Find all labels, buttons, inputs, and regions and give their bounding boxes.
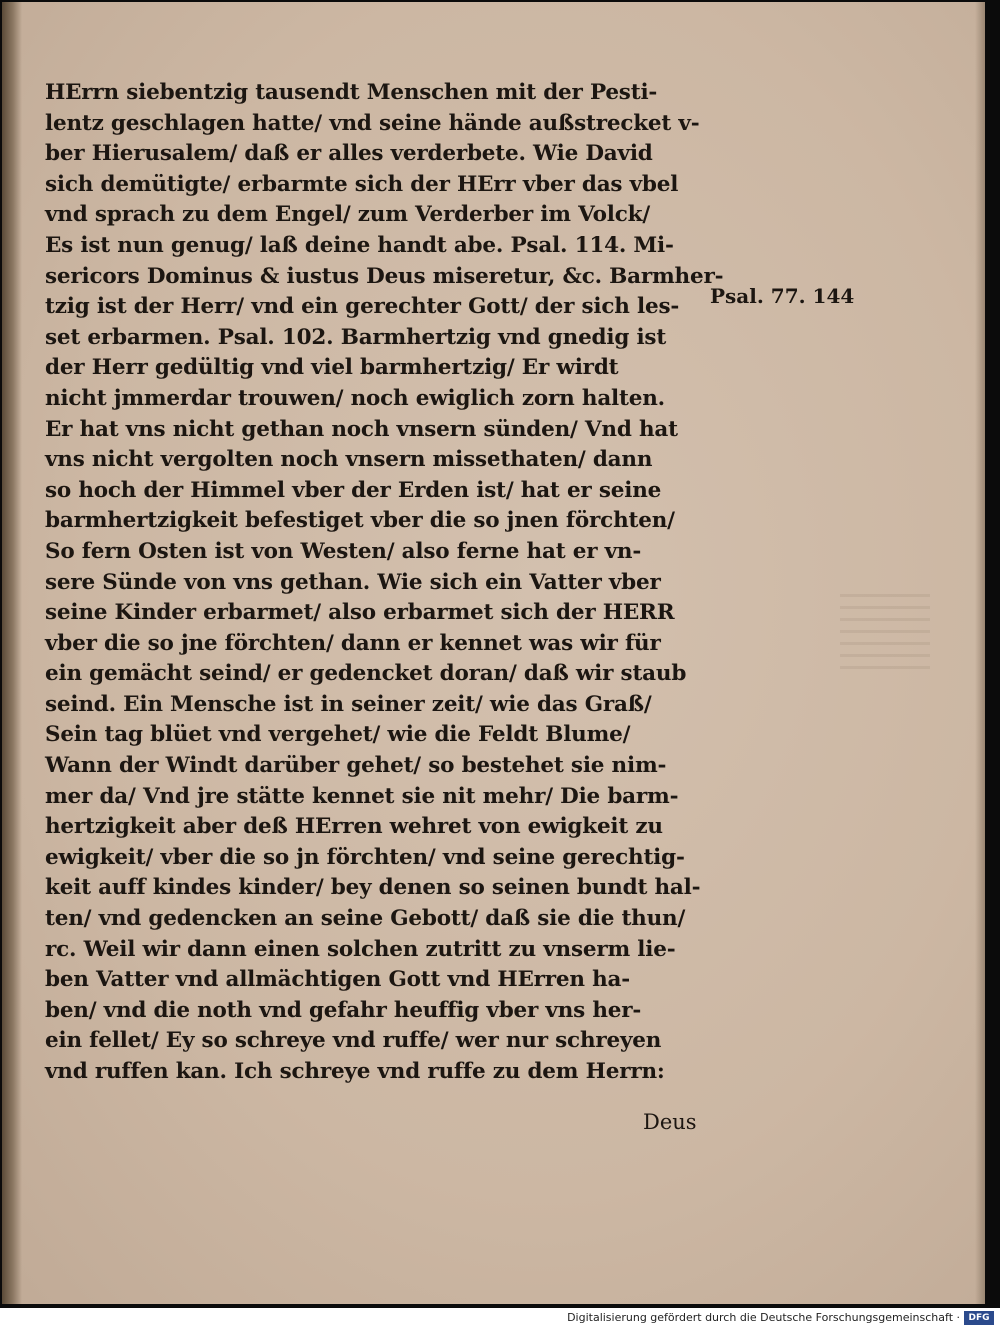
text-line: vnd sprach zu dem Engel/ zum Verderber im Volck/ bbox=[45, 202, 650, 228]
text-line: ein fellet/ Ey so schreye vnd ruffe/ wer nur schreyen bbox=[45, 1028, 662, 1054]
footer-bar bbox=[0, 1308, 1000, 1328]
funding-notice: Digitalisierung gefördert durch die Deutsche Forschungsgemeinschaft · bbox=[567, 1311, 960, 1324]
text-line: Sein tag blüet vnd vergehet/ wie die Feldt Blume/ bbox=[45, 722, 631, 748]
text-line: sericors Dominus & iustus Deus miseretur, &c. Barmher- bbox=[45, 263, 724, 289]
book-page bbox=[2, 2, 985, 1304]
text-line: vber die so jne förchten/ dann er kennet was wir für bbox=[45, 630, 661, 656]
text-line: ben/ vnd die noth vnd gefahr heuffig vber vns her- bbox=[45, 997, 642, 1023]
text-line: tzig ist der Herr/ vnd ein gerechter Gott/ der sich les- bbox=[45, 294, 680, 320]
binding-shadow bbox=[2, 2, 22, 1304]
marginal-note: Psal. 77. 144 bbox=[710, 284, 855, 308]
text-line: barmhertzigkeit befestiget vber die so jnen förchten/ bbox=[45, 508, 675, 534]
text-line: lentz geschlagen hatte/ vnd seine hände außstrecket v- bbox=[45, 110, 700, 136]
text-line: set erbarmen. Psal. 102. Barmhertzig vnd gnedig ist bbox=[45, 324, 667, 350]
dfg-logo-icon: DFG bbox=[964, 1311, 994, 1325]
text-line: So fern Osten ist von Westen/ also ferne hat er vn- bbox=[45, 538, 642, 564]
text-line: seind. Ein Mensche ist in seiner zeit/ wie das Graß/ bbox=[45, 691, 652, 717]
page-edge-shadow bbox=[975, 2, 985, 1304]
text-line: der Herr gedültig vnd viel barmhertzig/ Er wirdt bbox=[45, 355, 619, 381]
text-line: sere Sünde von vns gethan. Wie sich ein Vatter vber bbox=[45, 569, 661, 595]
text-line: vnd ruffen kan. Ich schreye vnd ruffe zu dem Herrn: bbox=[45, 1059, 665, 1084]
text-line: Wann der Windt darüber gehet/ so bestehet sie nim- bbox=[45, 753, 667, 779]
show-through-bleed bbox=[840, 594, 930, 674]
text-line: sich demütigte/ erbarmte sich der HErr vber das vbel bbox=[45, 171, 679, 197]
text-line: Es ist nun genug/ laß deine handt abe. Psal. 114. Mi- bbox=[45, 232, 674, 258]
text-line: keit auff kindes kinder/ bey denen so seinen bundt hal- bbox=[45, 875, 701, 901]
body-text bbox=[45, 78, 724, 1088]
text-line: ein gemächt seind/ er gedencket doran/ daß wir staub bbox=[45, 661, 687, 687]
text-line: rc. Weil wir dann einen solchen zutritt zu vnserm lie- bbox=[45, 936, 676, 962]
text-line: seine Kinder erbarmet/ also erbarmet sich der HERR bbox=[45, 600, 675, 626]
text-line: vns nicht vergolten noch vnsern missethaten/ dann bbox=[45, 447, 653, 473]
catchword: Deus bbox=[643, 1110, 697, 1134]
text-line: hertzigkeit aber deß HErren wehret von ewigkeit zu bbox=[45, 814, 663, 840]
text-line: ber Hierusalem/ daß er alles verderbete. Wie David bbox=[45, 141, 653, 167]
text-line: ten/ vnd gedencken an seine Gebott/ daß sie die thun/ bbox=[45, 906, 686, 932]
text-line: HErrn siebentzig tausendt Menschen mit der Pesti- bbox=[45, 80, 658, 105]
text-line: mer da/ Vnd jre stätte kennet sie nit mehr/ Die barm- bbox=[45, 783, 679, 809]
text-line: ewigkeit/ vber die so jn förchten/ vnd seine gerechtig- bbox=[45, 844, 685, 870]
text-line: Er hat vns nicht gethan noch vnsern sünden/ Vnd hat bbox=[45, 416, 678, 442]
text-line: nicht jmmerdar trouwen/ noch ewiglich zorn halten. bbox=[45, 385, 665, 411]
text-line: ben Vatter vnd allmächtigen Gott vnd HErren ha- bbox=[45, 967, 630, 993]
text-line: so hoch der Himmel vber der Erden ist/ hat er seine bbox=[45, 477, 662, 503]
